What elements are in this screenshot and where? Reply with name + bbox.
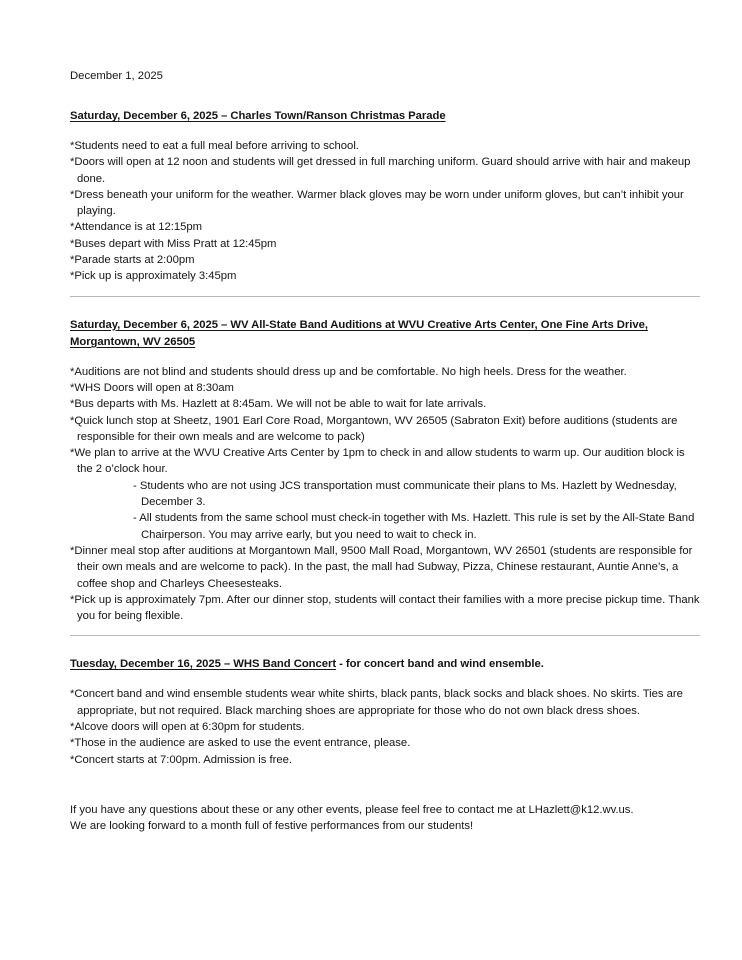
document-date: December 1, 2025	[70, 70, 163, 82]
closing-block	[70, 802, 702, 835]
bullet-item: *Bus departs with Ms. Hazlett at 8:45am. We will not be able to wait for late arrivals.	[70, 398, 487, 411]
subbullet-item: - Students who are not using JCS transportation must communicate their plans to Ms. Hazlett by Wednesday, December 3.	[133, 479, 677, 509]
bullet-item: *Quick lunch stop at Sheetz, 1901 Earl Core Road, Morgantown, WV 26505 (Sabraton Exit) before auditions (students are responsible for their own meals and are welcome to pack)	[70, 414, 678, 443]
section-auditions-bullet-list-b	[70, 543, 702, 624]
spacer	[70, 636, 702, 656]
section-band-concert	[70, 656, 702, 767]
bullet-item: *Auditions are not blind and students should dress up and be comfortable. No high heels. Dress for the weather.	[70, 365, 627, 378]
spacer	[70, 285, 702, 296]
document-content	[70, 68, 702, 835]
bullet-item: *Students need to eat a full meal before arriving to school.	[70, 140, 359, 152]
spacer	[70, 84, 702, 108]
bullet-item: *Dinner meal stop after auditions at Morgantown Mall, 9500 Mall Road, Morgantown, WV 26501 (students are responsible for their own meals and are welcome to pack). In the past, the mall had Subway, Pizza, Chinese restaurant, Auntie Anne’s, a coffee shop and Charleys Cheesesteaks.	[70, 544, 693, 590]
section-concert-bullet-list	[70, 686, 702, 767]
section-concert-heading-plain: - for concert band and wind ensemble.	[336, 658, 544, 671]
spacer	[70, 624, 702, 635]
spacer	[70, 125, 702, 138]
spacer	[70, 351, 702, 364]
bullet-item: *WHS Doors will open at 8:30am	[70, 381, 234, 394]
section-parade	[70, 108, 702, 285]
bullet-item: *Buses depart with Miss Pratt at 12:45pm	[70, 237, 277, 250]
section-concert-heading-underlined: Tuesday, December 16, 2025 – WHS Band Concert	[70, 658, 337, 671]
bullet-item: *We plan to arrive at the WVU Creative Arts Center by 1pm to check in and allow students to warm up. Our audition block is the 2 o’clock hour.	[70, 447, 685, 476]
bullet-item: *Doors will open at 12 noon and students will get dressed in full marching uniform. Guard should arrive with hair and makeup done.	[70, 156, 691, 185]
bullet-item: *Alcove doors will open at 6:30pm for students.	[70, 721, 305, 734]
bullet-item: *Attendance is at 12:15pm	[70, 221, 203, 234]
section-auditions-heading-underlined: Saturday, December 6, 2025 – WV All-State Band Auditions at WVU Creative Arts Center, One Fine Arts Drive, Morgantown, WV 26505	[70, 318, 648, 348]
section-auditions-bullet-list-a	[70, 364, 702, 478]
closing-line-1: If you have any questions about these or any other events, please feel free to contact me at LHazlett@k12.wv.us.	[70, 803, 634, 816]
spacer	[70, 673, 702, 686]
section-parade-heading-underlined: Saturday, December 6, 2025 – Charles Town/Ranson Christmas Parade	[70, 110, 446, 122]
bullet-item: *Dress beneath your uniform for the weather. Warmer black gloves may be worn under uniform gloves, but can’t inhibit your playing.	[70, 188, 684, 218]
spacer	[70, 297, 702, 317]
section-auditions-heading	[70, 317, 702, 351]
bullet-item: *Those in the audience are asked to use the event entrance, please.	[70, 737, 411, 750]
section-all-state-auditions	[70, 317, 702, 625]
section-concert-heading	[70, 656, 702, 673]
bullet-item: *Pick up is approximately 7pm. After our dinner stop, students will contact their families with a more precise pickup time. Thank you for being flexible.	[70, 593, 700, 623]
subbullet-item: - All students from the same school must check-in together with Ms. Hazlett. This rule is set by the All-State Band Chairperson. You may arrive early, but you need to wait to check in.	[133, 512, 695, 541]
bullet-item: *Concert starts at 7:00pm. Admission is free.	[70, 753, 292, 766]
closing-line-2: We are looking forward to a month full of festive performances from our students!	[70, 820, 474, 833]
bullet-item: *Parade starts at 2:00pm	[70, 254, 195, 267]
section-parade-heading	[70, 108, 702, 125]
bullet-item: *Pick up is approximately 3:45pm	[70, 270, 237, 283]
section-parade-bullet-list	[70, 138, 702, 285]
section-auditions-subbullet-list	[70, 478, 702, 543]
bullet-item: *Concert band and wind ensemble students wear white shirts, black pants, black socks and black shoes. No skirts. Ties are appropriate, but not required. Black marching shoes are appropriate for those who do not own black dress shoes.	[70, 688, 683, 717]
spacer	[70, 768, 702, 802]
